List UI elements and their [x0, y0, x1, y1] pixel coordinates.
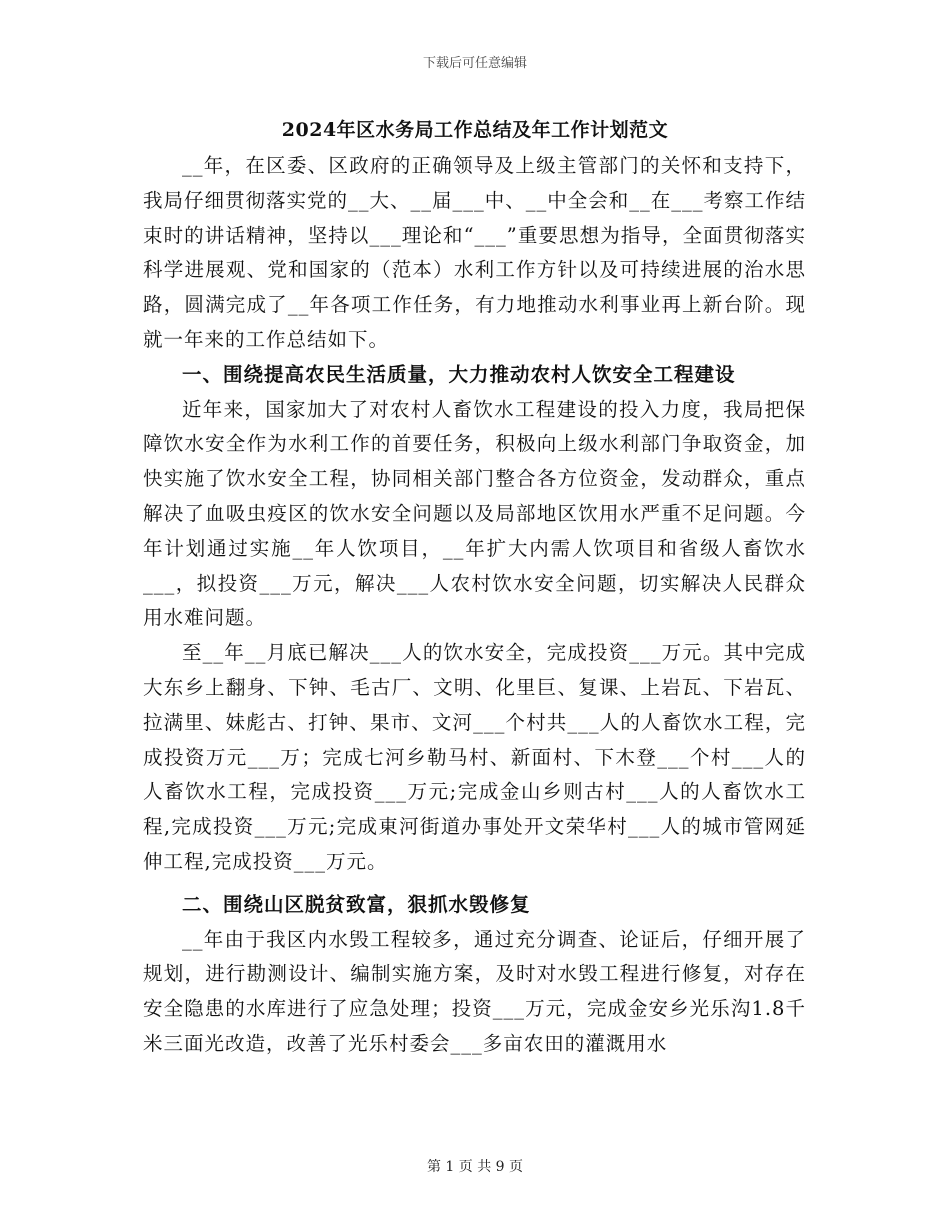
header-note: 下载后可任意编辑 [422, 56, 527, 71]
section-2-heading: 二、围绕山区脱贫致富，狠抓水毁修复 [182, 892, 531, 916]
intro-paragraph: __年，在区委、区政府的正确领导及上级主管部门的关怀和支持下，我局仔细贯彻落实党的__大、__届___中、__中全会和__在___考察工作结束时的讲话精神，坚持以___理论和“___”重要思想为指导，全面贯彻落实科学进展观、党和国家的（范本）水利工作方针以及可持续进展的治水思路，圆满完成了__年各项工作任务，有力地推动水利事业再上新台阶。现就一年来的工作总结如下。 [143, 154, 807, 351]
section-1-paragraph-1: 近年来，国家加大了对农村人畜饮水工程建设的投入力度，我局把保障饮水安全作为水利工作的首要任务，积极向上级水利部门争取资金，加快实施了饮水安全工程，协同相关部门整合各方位资金，发动群众，重点解决了血吸虫疫区的饮水安全问题以及局部地区饮用水严重不足问题。今年计划通过实施__年人饮项目，__年扩大内需人饮项目和省级人畜饮水___，拟投资___万元，解决___人农村饮水安全问题，切实解决人民群众用水难问题。 [143, 397, 806, 630]
section-2-paragraph-1: __年由于我区内水毁工程较多，通过充分调查、论证后，仔细开展了规划，进行勘测设计、编制实施方案，及时对水毁工程进行修复，对存在安全隐患的水库进行了应急处理；投资___万元，完成金安乡光乐沟1.8千米三面光改造，改善了光乐村委会___多亩农田的灌溉用水 [143, 927, 806, 1055]
document-body [143, 149, 806, 1062]
section-1-paragraph-2: 至__年__月底已解决___人的饮水安全，完成投资___万元。其中完成大东乡上翻身、下钟、毛古厂、文明、化里巨、复课、上岩瓦、下岩瓦、拉满里、妹彪古、打钟、果市、文河___个村共___人的人畜饮水工程，完成投资万元___万；完成七河乡勒马村、新面村、下木登___个村___人的人畜饮水工程，完成投资___万元;完成金山乡则古村___人的人畜饮水工程,完成投资___万元;完成東河街道办事处开文荣华村___人的城市管网延伸工程,完成投资___万元。 [143, 641, 806, 873]
section-1-heading: 一、围绕提高农民生活质量，大力推动农村人饮安全工程建设 [182, 362, 736, 386]
document-title: 2024年区水务局工作总结及年工作计划范文 [281, 119, 669, 141]
page-number: 第 1 页 共 9 页 [426, 1159, 524, 1175]
